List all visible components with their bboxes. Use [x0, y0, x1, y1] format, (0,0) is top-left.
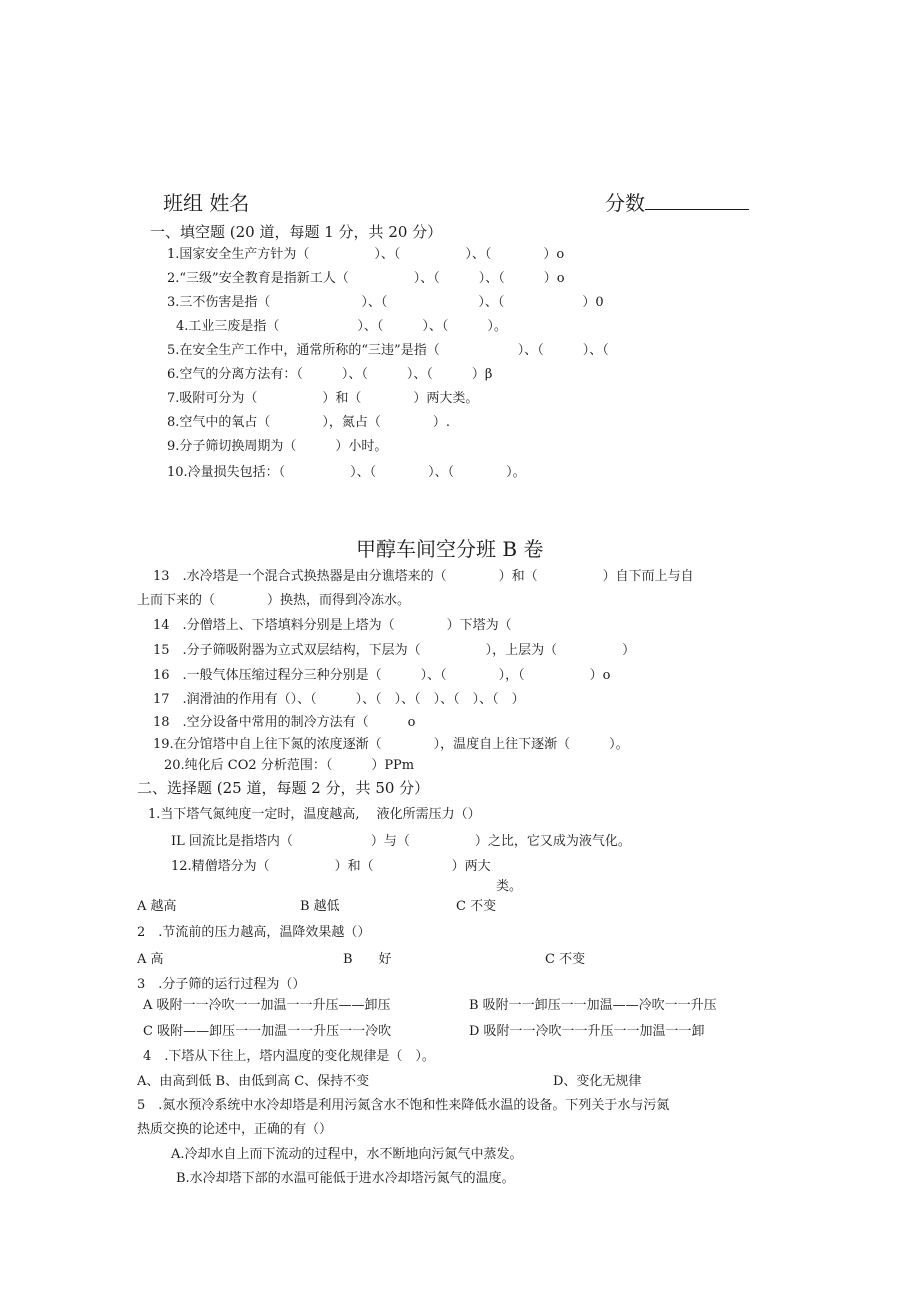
- mc-question-2: 2 .节流前的压力越高，温降效果越（）: [137, 925, 371, 940]
- question-11: IL 回流比是指塔内（ ）与（ ）之比，它又成为液气化。: [171, 834, 631, 849]
- mc4-options-abc[interactable]: A、由高到低 B、由低到高 C、保持不变: [137, 1074, 370, 1089]
- question-10: 10.冷量损失包括：（ ）、（ ）、（ ）。: [167, 465, 526, 480]
- question-3: 3.三不伤害是指（ ）、（ ）、（ ）0: [167, 295, 604, 310]
- mc4-option-d[interactable]: D、变化无规律: [553, 1074, 642, 1089]
- mc3-option-c[interactable]: C 吸附——卸压一一加温一一升压一一冷吹: [143, 1024, 392, 1039]
- mc3-option-b[interactable]: B 吸附一一卸压一一加温——冷吹一一升压: [469, 998, 717, 1013]
- question-4: 4.工业三废是指（ ）、（ ）、（ ）。: [176, 319, 507, 334]
- mc-question-3: 3 .分子筛的运行过程为（）: [137, 977, 306, 992]
- question-1: 1.国家安全生产方针为（ ）、（ ）、（ ）o: [167, 247, 565, 262]
- mc-question-5-cont: 热质交换的论述中，正确的有（）: [137, 1122, 333, 1137]
- question-20: 20.纯化后 CO2 分析范围：（ ）PPm: [164, 758, 415, 773]
- section1-title: 一、填空题 (20 道，每题 1 分，共 20 分）: [150, 223, 443, 241]
- question-16: 16 .一般气体压缩过程分三种分别是（ ）、（ ），（ ）o: [153, 668, 611, 683]
- question-8: 8.空气中的氧占（ ），氮占（ ）.: [167, 415, 451, 430]
- mc-question-4: 4 .下塔从下往上，塔内温度的变化规律是（ ）。: [143, 1049, 435, 1064]
- exam-title: 甲醇车间空分班 B 卷: [356, 537, 544, 561]
- question-12: 12.精僧塔分为（ ）和（ ）两大: [171, 859, 491, 874]
- question-7: 7.吸附可分为（ ）和（ ）两大类。: [167, 391, 479, 406]
- question-14: 14 .分僧塔上、下塔填料分别是上塔为（ ）下塔为（: [153, 618, 512, 633]
- mc-question-1: 1.当下塔气氮纯度一定时，温度越高, 液化所需压力（）: [148, 807, 481, 822]
- question-13-cont: 上而下来的（ ）换热，而得到冷冻水。: [137, 593, 411, 608]
- question-15: 15 .分子筛吸附器为立式双层结构，下层为（ ），上层为（ ）: [153, 643, 636, 658]
- mc3-option-a[interactable]: A 吸附一一冷吹一一加温一一升压——卸压: [143, 998, 391, 1013]
- class-name-label: 班组 姓名: [163, 191, 250, 215]
- score-blank[interactable]: [645, 193, 749, 210]
- mc2-option-c[interactable]: C 不变: [545, 952, 586, 967]
- section2-title: 二、选择题 (25 道，每题 2 分，共 50 分）: [137, 779, 430, 797]
- mc1-option-c[interactable]: C 不变: [456, 899, 497, 914]
- question-6: 6.空气的分离方法有：（ ）、（ ）、（ ）β: [167, 367, 493, 382]
- mc5-option-b[interactable]: B.水冷却塔下部的水温可能低于进水冷却塔污氮气的温度。: [176, 1171, 515, 1186]
- question-12-cont: 类。: [496, 879, 523, 894]
- mc3-option-d[interactable]: D 吸附一一冷吹一一升压一一加温一一卸: [469, 1024, 705, 1039]
- question-13: 13 .水冷塔是一个混合式换热器是由分谯塔来的（ ）和（ ）自下而上与自: [153, 569, 694, 584]
- mc1-option-a[interactable]: A 越高: [137, 899, 177, 914]
- question-2: 2.“三级”安全教育是指新工人（ ）、（ ）、（ ）o: [167, 271, 565, 286]
- mc2-option-b[interactable]: B 好: [343, 952, 392, 967]
- mc-question-5: 5 .氮水预冷系统中水冷却塔是利用污氮含水不饱和性来降低水温的设备。下列关于水与污氮: [137, 1098, 670, 1113]
- mc5-option-a[interactable]: A.冷却水自上而下流动的过程中，水不断地向污氮气中蒸发。: [171, 1147, 523, 1162]
- question-18: 18 .空分设备中常用的制冷方法有（ o: [153, 715, 416, 730]
- mc2-option-a[interactable]: A 高: [137, 952, 164, 967]
- question-19: 19.在分馆塔中自上往下氮的浓度逐渐（ ），温度自上往下逐渐（ ）。: [153, 737, 629, 752]
- question-9: 9.分子筛切换周期为（ ）小时。: [167, 439, 388, 454]
- question-17: 17 .润滑油的作用有（）、（ ）、（ ）、（ ）、（ ）、（ ）: [153, 692, 525, 707]
- score-label: 分数: [605, 191, 749, 215]
- question-5: 5.在安全生产工作中，通常所称的“三违”是指（ ）、（ ）、（: [167, 343, 609, 358]
- mc1-option-b[interactable]: B 越低: [300, 899, 340, 914]
